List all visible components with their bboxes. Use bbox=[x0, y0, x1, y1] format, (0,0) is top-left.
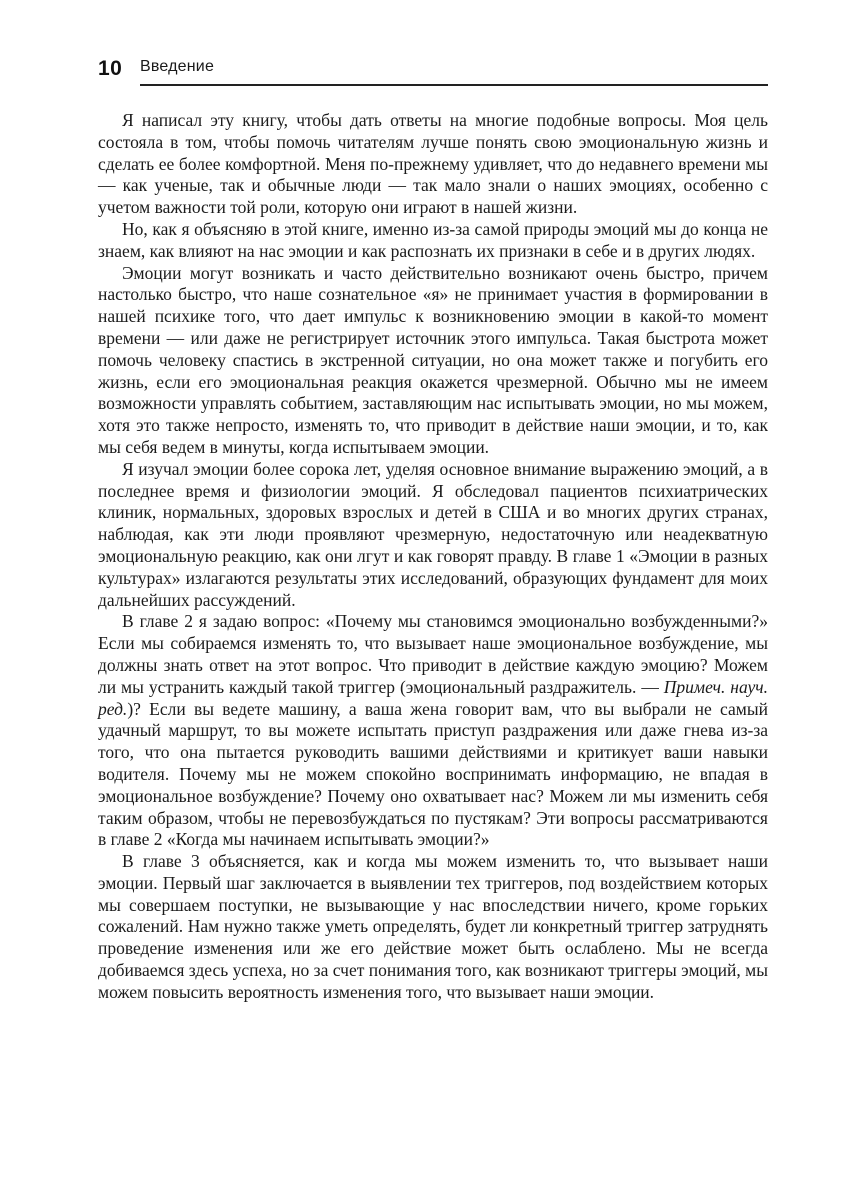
paragraph bbox=[98, 851, 768, 1004]
paragraph bbox=[98, 263, 768, 459]
text-segment: )? Если вы ведете машину, а ваша жена говорит вам, что вы выбрали не самый удачный маршрут, то вы можете испытать приступ раздражения или даже гнева из-за того, что она пытается руководить вашими действиями и критикует ваши навыки водителя. Почему мы не можем спокойно воспринимать информацию, не впадая в эмоциональное возбуждение? Почему оно охватывает нас? Можем ли мы изменить себя таким образом, чтобы не перевозбуждаться по пустякам? Эти вопросы рассматриваются в главе 2 «Когда мы начинаем испытывать эмоции?» bbox=[98, 698, 768, 850]
page-header bbox=[98, 58, 768, 86]
section-title: Введение bbox=[140, 58, 215, 75]
page-number: 10 bbox=[98, 57, 123, 80]
text-segment: Я изучал эмоции более сорока лет, уделяя основное внимание выражению эмоций, а в последнее время и физиологии эмоций. Я обследовал пациентов психиатрических клиник, нормальных, здоровых взрослых и детей в США и во многих других странах, наблюдая, как эти люди проявляют чрезмерную, недостаточную или неадекватную эмоциональную реакцию, как они лгут и как говорят правду. В главе 1 «Эмоции в разных культурах» излагаются результаты этих исследований, образующих фундамент для моих дальнейших рассуждений. bbox=[98, 458, 768, 610]
paragraph bbox=[98, 110, 768, 219]
text-segment-italic: Примеч. науч. ред. bbox=[98, 676, 768, 719]
text-segment: Эмоции могут возникать и часто действительно возникают очень быстро, причем настолько быстро, что наше сознательное «я» не принимает участия в формировании в нашей психике того, что дает импульс к возникновению эмоции в какой-то момент времени — или даже не регистрирует источник этого импульса. Такая быстрота может помочь человеку спастись в экстренной ситуации, но она может также и погубить его жизнь, если его эмоциональная реакция окажется чрезмерной. Обычно мы не имеем возможности управлять событием, заставляющим нас испытывать эмоции, но мы можем, хотя это также непросто, изменять то, что приводит в действие наши эмоции, и то, как мы себя ведем в минуты, когда испытываем эмоции. bbox=[98, 262, 768, 457]
text-segment: В главе 3 объясняется, как и когда мы можем изменить то, что вызывает наши эмоции. Первый шаг заключается в выявлении тех триггеров, под воздействием которых мы совершаем поступки, не вызывающие у нас впоследствии ничего, кроме горьких сожалений. Нам нужно также уметь определять, будет ли конкретный триггер затруднять проведение изменения или же его действие может быть ослаблено. Мы не всегда добиваемся здесь успеха, но за счет понимания того, как возникают триггеры эмоций, мы можем повысить вероятность изменения того, что вызывает наши эмоции. bbox=[98, 851, 768, 1002]
paragraph bbox=[98, 611, 768, 851]
paragraph bbox=[98, 459, 768, 612]
paragraph bbox=[98, 219, 768, 263]
text-segment: Я написал эту книгу, чтобы дать ответы на многие подобные вопросы. Моя цель состояла в том, чтобы помочь читателям лучше понять свою эмоциональную жизнь и сделать ее более комфортной. Меня по-прежнему удивляет, что до недавнего времени мы — как ученые, так и обычные люди — так мало знали о наших эмоциях, особенно с учетом важности той роли, которую они играют в нашей жизни. bbox=[98, 110, 768, 218]
running-head bbox=[140, 58, 768, 86]
text-segment: В главе 2 я задаю вопрос: «Почему мы становимся эмоционально возбужденными?» Если мы собираемся изменять то, что вызывает наше эмоциональное возбуждение, мы должны знать ответ на этот вопрос. Что приводит в действие каждую эмоцию? Можем ли мы устранить каждый такой триггер (эмоциональный раздражитель. — bbox=[98, 611, 768, 697]
page-body bbox=[98, 110, 768, 1004]
text-segment: Но, как я объясняю в этой книге, именно из-за самой природы эмоций мы до конца не знаем, как влияют на нас эмоции и как распознать их признаки в себе и в других людях. bbox=[98, 218, 768, 261]
